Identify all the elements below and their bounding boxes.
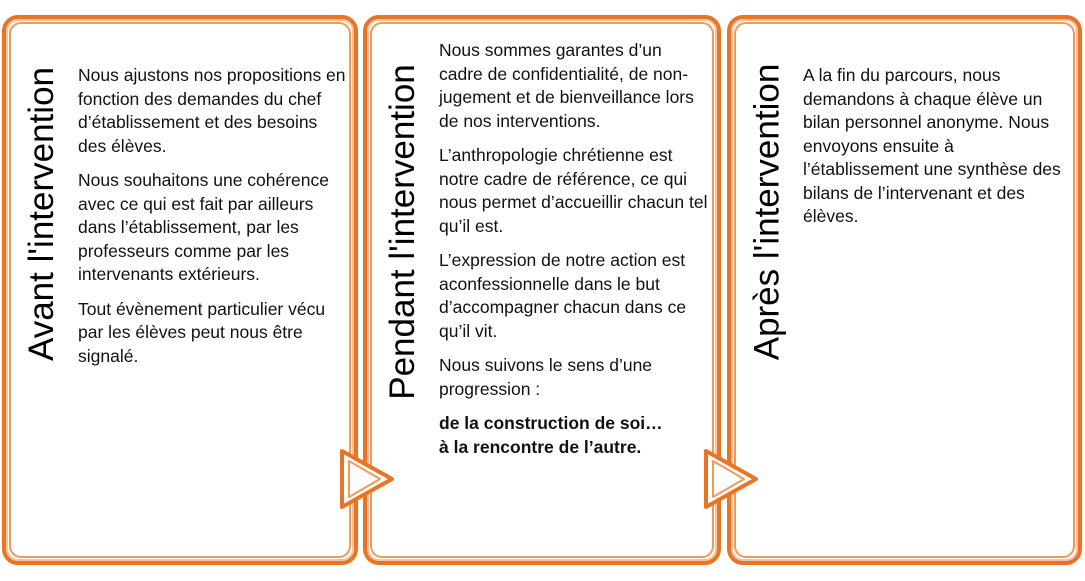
- bold-line: de la construction de soi…: [439, 413, 663, 433]
- panel-title-apres: Après l'intervention: [747, 63, 786, 360]
- chevron-right-arrow-icon: [700, 449, 760, 509]
- paragraph: Nous ajustons nos propositions en fonction des demandes du chef d’établissement et des besoins des élèves.: [78, 65, 346, 156]
- panel-title-avant: Avant l'intervention: [22, 66, 61, 361]
- panel-body-avant: [78, 64, 348, 379]
- paragraph: A la fin du parcours, nous demandons à chaque élève un bilan personnel anonyme. Nous envoyons ensuite à l’établissement une synthèse des bilans de l’intervenant et des élèves.: [803, 65, 1061, 226]
- panel-body-apres: [803, 64, 1073, 240]
- paragraph: L’expression de notre action est aconfessionnelle dans le but d’accompagner chacun dans ce qu’il vit.: [439, 250, 687, 341]
- bold-line: à la rencontre de l’autre.: [439, 436, 642, 457]
- panel-body-pendant: [439, 39, 709, 459]
- paragraph: Tout évènement particulier vécu par les élèves peut nous être signalé.: [78, 298, 326, 366]
- panel-apres: [727, 15, 1082, 565]
- paragraph: L’anthropologie chrétienne est notre cadre de référence, ce qui nous permet d’accueillir chacun tel qu’il est.: [439, 145, 708, 236]
- panel-pendant: [363, 15, 721, 565]
- bold-paragraph: [439, 412, 709, 459]
- paragraph: Nous suivons le sens d’une progression :: [439, 355, 653, 399]
- panel-title-container: [737, 39, 797, 384]
- panel-title-container: [12, 41, 72, 386]
- chevron-right-arrow-icon: [336, 449, 396, 509]
- panel-avant: [2, 15, 358, 565]
- paragraph: Nous souhaitons une cohérence avec ce qui est fait par ailleurs dans l’établissement, par les professeurs comme par les intervenants extérieurs.: [78, 170, 330, 284]
- paragraph: Nous sommes garantes d’un cadre de confidentialité, de non-jugement et de bienveillance lors de nos interventions.: [439, 40, 694, 131]
- panel-title-container: [373, 37, 433, 427]
- panel-title-pendant: Pendant l'intervention: [383, 64, 422, 400]
